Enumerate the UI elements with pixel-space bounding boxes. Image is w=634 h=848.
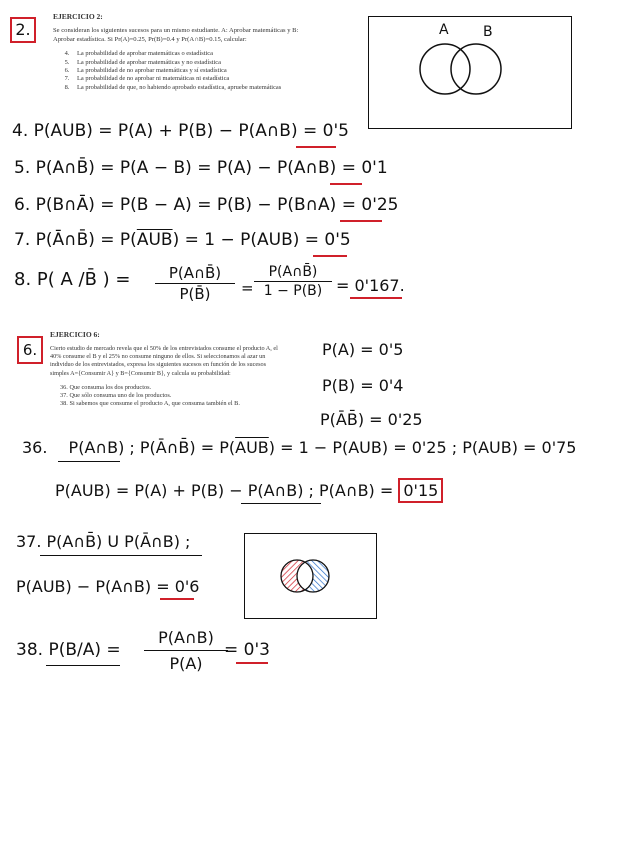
answer-8-fraction-2	[254, 264, 332, 299]
answer-36-overlined-union: $\overline{AUB}$	[235, 438, 269, 457]
exercise-2-number: 2.	[15, 20, 31, 39]
answer-37-equation: P(AUB) − P(A∩B) =	[16, 577, 175, 596]
answer-36-line-2	[55, 481, 443, 500]
answer-5-underline	[330, 183, 362, 185]
answer-38-result: = 0'3	[224, 640, 270, 660]
fraction-bar	[254, 281, 332, 282]
answer-8-equals: =	[241, 279, 254, 297]
exercise-6-question-list	[50, 384, 282, 409]
answer-8-fraction-1-denominator: P(B̄)	[179, 285, 211, 303]
answer-8-fraction-1	[155, 264, 235, 303]
exercise-2-statement: Se consideran los siguientes sucesos para un mismo estudiante. A: Aprobar matemáticas y B: Aprobar estadística. Si Pr(A)=0.25, Pr(B)=0.4 y Pr(A∩B)=0.15, calcular:	[53, 27, 299, 43]
answer-36-line-1	[22, 438, 576, 457]
answer-7	[14, 230, 351, 250]
list-item: 7. La probabilidad de no aprobar ni matemáticas ni estadística	[71, 75, 315, 83]
answer-4	[12, 121, 349, 141]
venn-circles-ex2	[369, 17, 571, 128]
answer-38-result-underline	[236, 662, 268, 664]
fraction-bar	[155, 283, 235, 284]
answer-8-fraction-1-numerator: P(A∩B̄)	[168, 264, 222, 282]
answer-38-lhs: 38. P(B/A) =	[16, 640, 121, 660]
answer-4-result: 0'5	[322, 121, 349, 141]
answer-36-intersection: P(A∩B)	[247, 481, 304, 500]
list-item: 36. Que consuma los dos productos.	[60, 383, 152, 391]
answer-6	[14, 195, 399, 215]
answer-37-result: 0'6	[174, 577, 200, 596]
answer-38-fraction	[144, 628, 228, 673]
answer-36-event: P(A∩B)	[68, 438, 125, 457]
exercise-2-question-list	[53, 50, 315, 92]
fraction-bar	[144, 650, 228, 651]
list-item: 8. La probabilidad de que, no habiendo aprobado estadística, apruebe matemáticas	[71, 84, 315, 92]
answer-6-equation: 6. P(B∩Ā) = P(B − A) = P(B) − P(B∩A) =	[14, 195, 362, 215]
exercise-6-number-box	[17, 336, 43, 364]
venn-shaded-symmetric-difference	[245, 534, 376, 618]
list-item: 5. La probabilidad de aprobar matemáticas y no estadística	[71, 59, 315, 67]
answer-5-result: 0'1	[361, 158, 388, 178]
answer-5-equation: 5. P(A∩B̄) = P(A − B) = P(A) − P(A∩B) =	[14, 158, 362, 178]
given-pb: P(B) = 0'4	[322, 376, 404, 395]
list-item: 37. Que sólo consuma uno de los productos.	[60, 392, 172, 400]
answer-8-fraction-2-numerator: P(A∩B̄)	[268, 264, 318, 280]
exercise-2-number-box	[10, 17, 36, 43]
exercise-2-title: EJERCICIO 2:	[53, 12, 103, 21]
venn-diagram-ex6	[244, 533, 377, 619]
answer-36-equation-end: ) = 1 − P(AUB) = 0'25 ; P(AUB) = 0'75	[268, 438, 577, 457]
answer-8-result: = 0'167.	[336, 276, 405, 295]
circle-a	[420, 44, 470, 94]
answer-36-intersection-underline	[241, 503, 321, 504]
list-item: 4. La probabilidad de aprobar matemáticas o estadística	[71, 50, 315, 58]
answer-7-underline	[313, 255, 347, 257]
answer-6-underline	[340, 220, 382, 222]
given-p-neither: P(ĀB̄) = 0'25	[320, 410, 423, 429]
answer-4-underline	[296, 146, 336, 148]
answer-7-equation-end: ) = 1 − P(AUB) =	[172, 230, 325, 250]
answer-36-union-formula: P(AUB) = P(A) + P(B) −	[55, 481, 248, 500]
exercise-2-printed-text	[53, 12, 315, 92]
answer-8-underline	[350, 297, 402, 299]
answer-38-denominator: P(A)	[169, 654, 203, 673]
list-item: 6. La probabilidad de no aprobar matemáticas y sí estadística	[71, 67, 315, 75]
answer-38-numerator: P(A∩B)	[158, 628, 214, 647]
list-item: 38. Si sabemos que consume el producto A, que consuma también el B.	[60, 400, 240, 408]
answer-36-event-underline	[58, 461, 120, 462]
answer-36-result: 0'15	[398, 478, 443, 503]
exercise-6-number: 6.	[22, 341, 38, 359]
venn-label-a: A	[439, 22, 449, 38]
circle-b	[451, 44, 501, 94]
answer-37-line-2	[16, 577, 199, 596]
answer-8-lhs: 8. P( A /B̄ ) =	[14, 269, 131, 290]
exercise-6-printed-text	[50, 330, 282, 408]
venn-label-b: B	[483, 24, 493, 40]
venn-diagram-ex2	[368, 16, 572, 129]
answer-7-equation-start: 7. P(Ā∩B̄) = P(	[14, 230, 137, 250]
answer-5	[14, 158, 388, 178]
answer-38-underline	[46, 665, 120, 666]
answer-7-result: 0'5	[324, 230, 351, 250]
answer-37-underline	[40, 555, 202, 556]
answer-37-result-underline	[160, 598, 194, 600]
given-pa: P(A) = 0'5	[322, 340, 404, 359]
exercise-6-statement: Cierto estudio de mercado revela que el 50% de los entrevistados consume el producto A, el 40% consume el B y el 25% no consume ninguno de ellos. Si seleccionamos al azar un individuo de los entrevistados, expresa los siguientes sucesos en función de los sucesos simples A={Consumir A} y B={Consumir B}, y calcula su probabilidad:	[50, 345, 278, 377]
answer-37-line-1: 37. P(A∩B̄) U P(Ā∩B) ;	[16, 532, 191, 551]
answer-7-overlined-union: $\overline{AUB}$	[136, 230, 173, 250]
answer-36-number: 36.	[22, 438, 48, 457]
answer-36-solve: ; P(A∩B) =	[303, 481, 399, 500]
exercise-6-title: EJERCICIO 6:	[50, 330, 100, 339]
answer-6-result: 0'25	[361, 195, 399, 215]
answer-8-fraction-2-denominator: 1 − P(B)	[263, 283, 323, 299]
answer-4-equation: 4. P(AUB) = P(A) + P(B) − P(A∩B) =	[12, 121, 323, 141]
answer-36-equation-start: ; P(Ā∩B̄) = P(	[129, 438, 236, 457]
